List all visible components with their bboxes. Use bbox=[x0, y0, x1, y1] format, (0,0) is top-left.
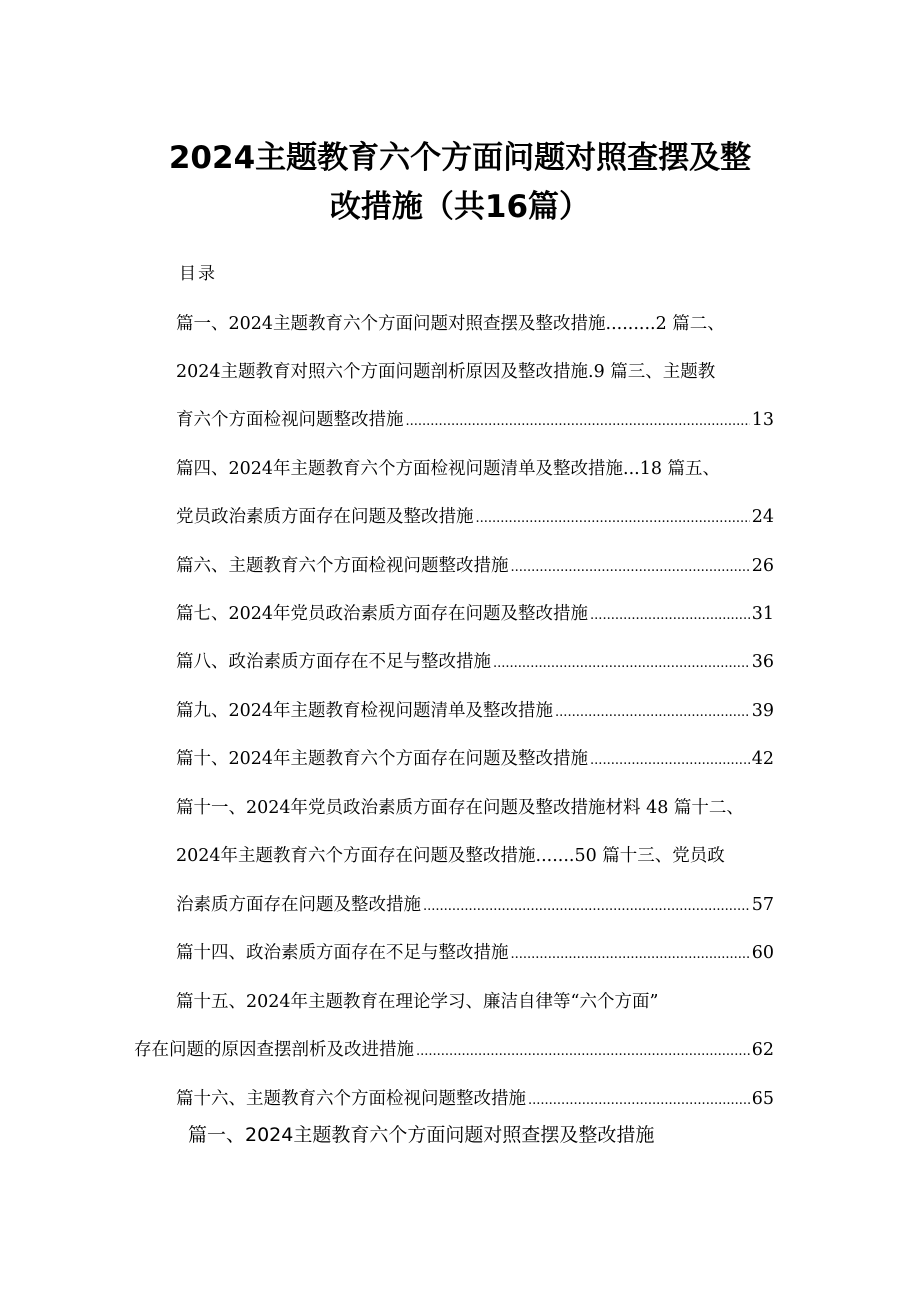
toc-entry-8[interactable] bbox=[176, 650, 774, 676]
toc-entry-3[interactable] bbox=[176, 408, 774, 434]
toc-entry-7[interactable] bbox=[176, 602, 774, 628]
toc-page-number: 31 bbox=[751, 604, 774, 624]
toc-page-number: 60 bbox=[751, 943, 774, 963]
toc-entry-text: 篇九、2024年主题教育检视问题清单及整改措施 bbox=[176, 701, 554, 721]
toc-entry-10[interactable] bbox=[176, 747, 774, 773]
toc-entry-text: 篇十五、2024年主题教育在理论学习、廉洁自律等“六个方面” bbox=[176, 992, 659, 1012]
toc-entry-text: 篇十、2024年主题教育六个方面存在问题及整改措施 bbox=[176, 749, 589, 769]
toc-leader-dots bbox=[423, 895, 750, 919]
toc-entry-15[interactable] bbox=[176, 990, 658, 1014]
toc-leader-dots bbox=[406, 410, 750, 434]
toc-leader-dots bbox=[493, 652, 750, 676]
toc-entry-14[interactable] bbox=[176, 941, 774, 967]
toc-page-number: 26 bbox=[751, 556, 774, 576]
toc-entry-text: 篇七、2024年党员政治素质方面存在问题及整改措施 bbox=[176, 604, 589, 624]
toc-entry-text: 党员政治素质方面存在问题及整改措施 bbox=[176, 507, 474, 527]
toc-entry-text: 治素质方面存在问题及整改措施 bbox=[176, 895, 421, 915]
toc-page-number: 62 bbox=[751, 1040, 774, 1060]
toc-entry-text: 育六个方面检视问题整改措施 bbox=[176, 410, 404, 430]
toc-page-number: 13 bbox=[751, 410, 774, 430]
toc-entry-text: 篇八、政治素质方面存在不足与整改措施 bbox=[176, 652, 491, 672]
toc-page-number: 42 bbox=[751, 749, 774, 769]
toc-entry-6[interactable] bbox=[176, 554, 774, 580]
toc-leader-dots bbox=[528, 1089, 750, 1113]
toc-entry-text: 篇十六、主题教育六个方面检视问题整改措施 bbox=[176, 1089, 526, 1109]
toc-entry-1[interactable] bbox=[176, 312, 725, 336]
toc-leader-dots bbox=[511, 943, 750, 967]
toc-entry-9[interactable] bbox=[176, 699, 774, 725]
toc-entry-16[interactable] bbox=[134, 1038, 774, 1064]
section-heading: 篇一、2024主题教育六个方面问题对照查摆及整改措施 bbox=[188, 1124, 655, 1146]
toc-entry-12[interactable] bbox=[176, 844, 725, 868]
toc-leader-dots bbox=[476, 507, 750, 531]
toc-entry-text: 篇十一、2024年党员政治素质方面存在问题及整改措施材料 48 篇十二、 bbox=[176, 798, 744, 818]
toc-entry-text: 2024主题教育对照六个方面问题剖析原因及整改措施.9 篇三、主题教 bbox=[176, 362, 716, 382]
toc-page-number: 36 bbox=[751, 652, 774, 672]
toc-entry-5[interactable] bbox=[176, 505, 774, 531]
toc-page-number: 65 bbox=[751, 1089, 774, 1109]
toc-entry-text: 2024年主题教育六个方面存在问题及整改措施.......50 篇十三、党员政 bbox=[176, 846, 725, 866]
toc-page-number: 24 bbox=[751, 507, 774, 527]
toc-entry-text: 篇一、2024主题教育六个方面问题对照查摆及整改措施.........2 篇二、 bbox=[176, 314, 725, 334]
toc-entry-2[interactable] bbox=[176, 360, 715, 384]
toc-leader-dots bbox=[511, 556, 750, 580]
document-title-line-2: 改措施（共16篇） bbox=[329, 189, 591, 225]
toc-leader-dots bbox=[416, 1040, 750, 1064]
toc-entry-4[interactable] bbox=[176, 457, 720, 481]
toc-leader-dots bbox=[590, 604, 750, 628]
toc-entry-text: 篇四、2024年主题教育六个方面检视问题清单及整改措施...18 篇五、 bbox=[176, 459, 721, 479]
toc-entry-text: 篇六、主题教育六个方面检视问题整改措施 bbox=[176, 556, 509, 576]
toc-label: 目录 bbox=[179, 264, 217, 284]
toc-entry-17[interactable] bbox=[176, 1087, 774, 1113]
toc-page-number: 57 bbox=[751, 895, 774, 915]
toc-page-number: 39 bbox=[751, 701, 774, 721]
toc-entry-11[interactable] bbox=[176, 796, 744, 820]
toc-leader-dots bbox=[555, 701, 750, 725]
toc-entry-text: 篇十四、政治素质方面存在不足与整改措施 bbox=[176, 943, 509, 963]
document-title-line-1: 2024主题教育六个方面问题对照查摆及整 bbox=[168, 140, 752, 176]
toc-leader-dots bbox=[590, 749, 750, 773]
toc-entry-13[interactable] bbox=[176, 893, 774, 919]
toc-entry-text: 存在问题的原因查摆剖析及改进措施 bbox=[134, 1040, 414, 1060]
